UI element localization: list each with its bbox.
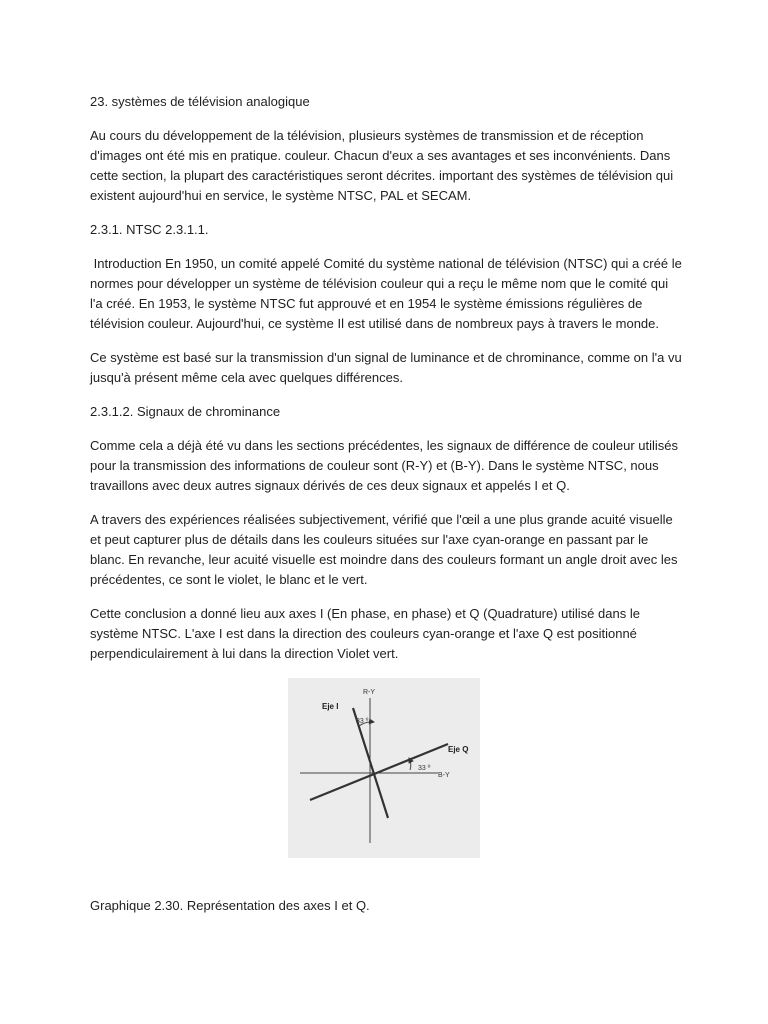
paragraph-luminance: Ce système est basé sur la transmission d'un signal de luminance et de chrominance, comme on l'a vu jusqu'à présent même cela avec quelques différences.: [90, 350, 682, 385]
document-heading: 23. systèmes de télévision analogique: [90, 94, 310, 109]
iq-axes-figure: [288, 678, 480, 858]
paragraph-color-difference: Comme cela a déjà été vu dans les sections précédentes, les signaux de différence de couleur utilisés pour la transmission des informations de couleur sont (R-Y) et (B-Y). Dans le système NTSC, nous travaillons avec deux autres signaux dérivés de ces deux signaux et appelés I et Q.: [90, 438, 678, 493]
paragraph-visual-acuity: A travers des expériences réalisées subjectivement, vérifié que l'œil a une plus grande acuité visuelle et peut capturer plus de détails dans les couleurs situées sur l'axe cyan-orange en passant par le blanc. En revanche, leur acuité visuelle est moindre dans des couleurs formant un angle droit avec les précédentes, ce sont le violet, le blanc et le vert.: [90, 512, 678, 587]
section-heading-ntsc: 2.3.1. NTSC 2.3.1.1.: [90, 222, 209, 237]
section-heading-chrominance: 2.3.1.2. Signaux de chrominance: [90, 404, 281, 419]
iq-axes-diagram: [288, 678, 480, 858]
paragraph-intro: Au cours du développement de la télévision, plusieurs systèmes de transmission et de réception d'images ont été mis en pratique. couleur. Chacun d'eux a ses avantages et ses inconvénients. Dans cette section, la plupart des caractéristiques seront décrites. important des systèmes de télévision qui existent aujourd'hui en service, le système NTSC, PAL et SECAM.: [90, 128, 674, 203]
figure-caption: Graphique 2.30. Représentation des axes I et Q.: [90, 898, 370, 913]
paragraph-ntsc-history: Introduction En 1950, un comité appelé Comité du système national de télévision (NTSC) qui a créé le normes pour développer un système de télévision couleur qui a reçu le même nom que le comité qui l'a créé. En 1953, le système NTSC fut approuvé et en 1954 le système émissions régulières de télévision couleur. Aujourd'hui, ce système Il est utilisé dans de nombreux pays à travers le monde.: [90, 256, 686, 331]
label-eje-i: Eje I: [322, 702, 339, 711]
paragraph-iq-axes: Cette conclusion a donné lieu aux axes I (En phase, en phase) et Q (Quadrature) utilisé dans le système NTSC. L'axe I est dans la direction des couleurs cyan-orange et l'axe Q est positionné perpendiculairement à lui dans la direction Violet vert.: [90, 606, 640, 661]
label-ry: R-Y: [363, 689, 376, 696]
document-page: [90, 92, 686, 930]
label-by: B-Y: [438, 772, 450, 779]
label-angle-right: 33 º: [418, 765, 431, 772]
figure-container: [90, 678, 682, 868]
label-angle-top: 33 º: [356, 718, 369, 725]
label-eje-q: Eje Q: [448, 745, 469, 754]
